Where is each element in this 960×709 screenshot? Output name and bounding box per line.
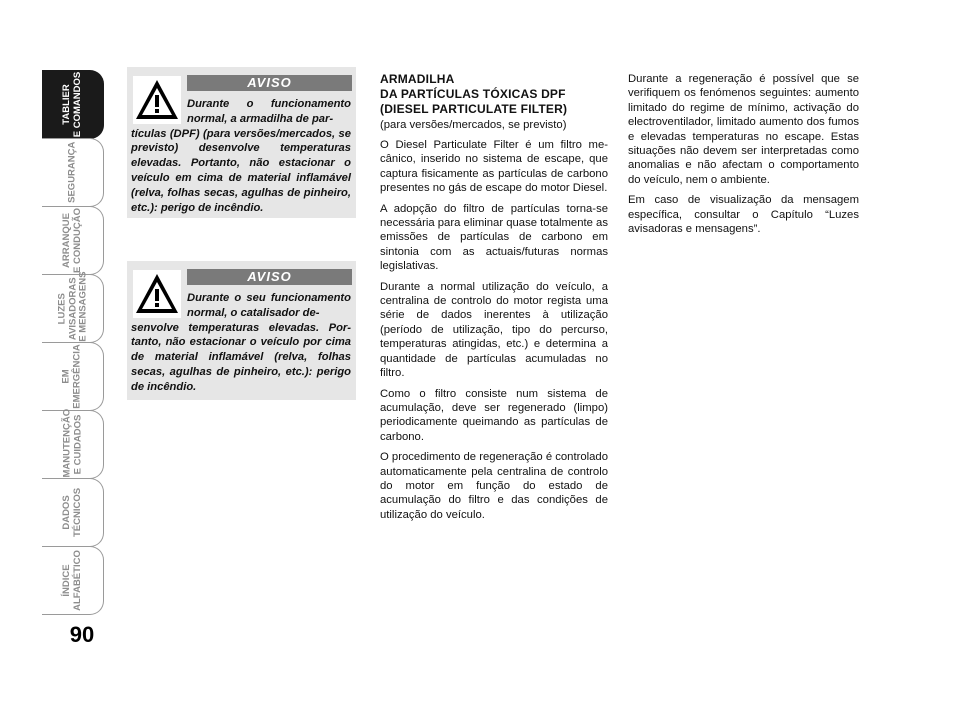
paragraph: A adopção do filtro de partículas torna-se necessária para eliminar quase totalmente as emissões de partículas de carbono em sintonia com as actuais/futuras normas legislativas.: [380, 202, 608, 273]
tab-label: EM EMERGÊNCIA: [61, 344, 83, 409]
tab-luzes-avisadoras-e-mensagens[interactable]: [42, 271, 104, 343]
paragraph: Como o filtro consiste num sistema de acumulação, deve ser regenerado (limpo) periodicamente queimando as partículas de carbono.: [380, 387, 608, 443]
paragraph: Durante a normal utilização do veículo, a centralina de controlo do motor regista uma série de dados inerentes à utilização (período de utilização, tipo do percurso, temperaturas atingidas, etc.) e determina a quantidade de partículas acumuladas no filtro.: [380, 280, 608, 380]
tab-label: MANUTENÇÃO E CUIDADOS: [61, 408, 83, 478]
main-text-column: [380, 72, 608, 528]
paragraph: Durante a regeneração é possível que se verifiquem os fenómenos seguintes: aumento limitado do regime de mínimo, activação do electroventilador, limitado aumento dos fumos e elevadas temperaturas no escape. Estas situações não devem ser interpretadas como anomalias e não afectam o comportamento do veículo, nem o ambiente.: [628, 73, 859, 186]
warning-text-lead: Durante o funcionamento normal, a armadilha de par-: [187, 98, 351, 125]
tab-tablier-e-comandos[interactable]: [42, 70, 104, 139]
tab-indice-alfabetico[interactable]: [42, 546, 104, 615]
tab-label: SEGURANÇA: [66, 141, 78, 204]
warning-text-rest: senvolve temperaturas elevadas. Portanto, não estacionar o veículo por cima de material inflamável (relva, folhas secas, agulhas de pinheiro, etc.): perigo de incêndio.: [131, 321, 351, 393]
section-subtitle: (para versões/mercados, se previsto): [380, 118, 567, 131]
tab-label: DADOS TÉCNICOS: [61, 487, 83, 538]
section-title: [380, 72, 608, 118]
section-title-line: (DIESEL PARTICULATE FILTER): [380, 102, 568, 117]
section-title-line: ARMADILHA: [380, 72, 455, 86]
tab-em-emergencia[interactable]: [42, 342, 104, 411]
warning-header: AVISO: [187, 269, 352, 285]
tab-seguranca[interactable]: [42, 138, 104, 207]
paragraph: O Diesel Particulate Filter é um filtro mecânico, inserido no sistema de escape, que captura fisicamente as partículas de carbono presentes no gás de escape do motor Diesel.: [380, 139, 608, 195]
warning-text-rest: tículas (DPF) (para versões/mercados, se previsto) desenvolve temperaturas elevadas. Portanto, não estacionar o veículo em cima de material inflamável (relva, folhas secas, agulhas de pinheiro, etc.): perigo de incêndio.: [131, 127, 351, 214]
paragraph: Em caso de visualização da mensagem específica, consultar o Capítulo “Luzes avisadoras e mensagens”.: [628, 194, 859, 236]
right-text-column: [628, 72, 859, 242]
tab-label: ARRANQUE E CONDUÇÃO: [61, 208, 83, 273]
tab-label: ÍNDICE ALFABÉTICO: [61, 550, 83, 611]
tab-label: LUZES AVISADORAS E MENSAGENS: [55, 271, 88, 342]
tab-dados-tecnicos[interactable]: [42, 478, 104, 547]
tab-manutencao-e-cuidados[interactable]: [42, 410, 104, 479]
warning-text: [131, 291, 351, 395]
warning-box-catalisador: [127, 261, 356, 400]
tab-arranque-e-conducao[interactable]: [42, 206, 104, 275]
warning-text: [131, 97, 351, 215]
page-number: 90: [69, 622, 95, 647]
paragraph: O procedimento de regeneração é controlado automaticamente pela centralina de controlo do motor em função do estado de acumulação do filtro e das condições de utilização do veículo.: [380, 451, 608, 521]
warning-header: AVISO: [187, 75, 352, 91]
chapter-tab-navigation: [42, 70, 104, 615]
section-title-line: DA PARTÍCULAS TÓXICAS DPF: [380, 87, 566, 102]
warning-text-lead: Durante o seu funcionamento normal, o catalisador de-: [187, 292, 351, 319]
tab-label: TABLIER E COMANDOS: [61, 71, 83, 138]
warning-box-dpf: [127, 67, 356, 218]
